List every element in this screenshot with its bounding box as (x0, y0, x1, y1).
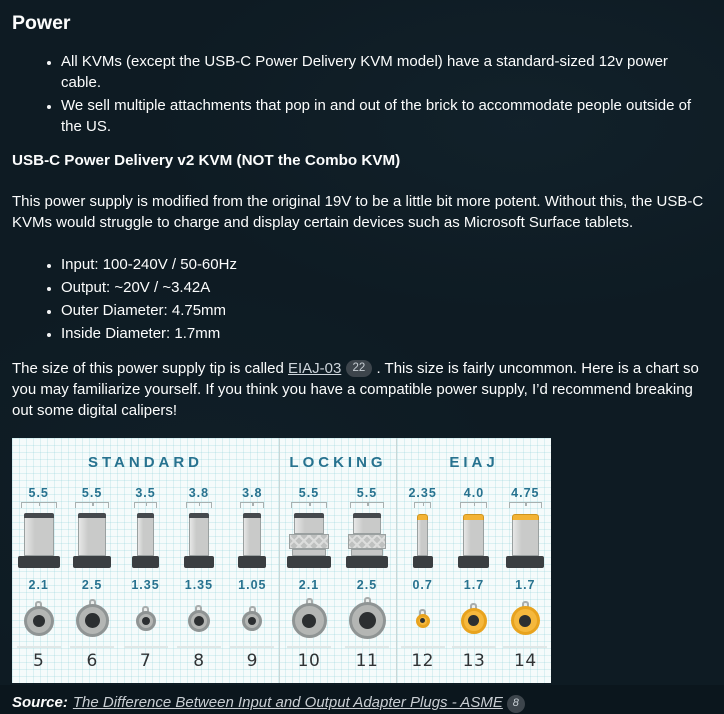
plug-hole (194, 616, 204, 626)
barrel-shaft (78, 518, 106, 556)
measure-bracket (291, 502, 327, 508)
plug-end-view (292, 595, 327, 641)
barrel-shaft (353, 518, 381, 534)
inner-diameter-label: 2.5 (81, 578, 103, 592)
plug-barrel (238, 510, 266, 568)
measure-bracket (460, 502, 487, 508)
spec-item: • Inside Diameter: 1.7mm (61, 323, 710, 344)
plug-hole (468, 615, 479, 626)
plug-column (448, 485, 499, 672)
plug-column (226, 485, 279, 672)
column-divider (345, 646, 389, 648)
barrel-collar (287, 556, 331, 568)
barrel-collar (132, 556, 159, 568)
chart-section-locking (280, 438, 397, 683)
plug-column (12, 485, 65, 672)
bullet-item: • All KVMs (except the USB-C Power Delivery KVM model) have a standard-sized 12v power cable. (61, 51, 710, 93)
plug-barrel (413, 510, 433, 568)
measure-bracket (350, 502, 384, 508)
plug-column (65, 485, 118, 672)
chart-section-standard (12, 438, 280, 683)
plug-end-view (461, 595, 487, 641)
outer-diameter-label: 4.75 (511, 486, 540, 500)
barrel-collar (506, 556, 544, 568)
barrel-collar (184, 556, 214, 568)
eiaj-03-link[interactable]: EIAJ-03 (287, 360, 342, 377)
column-divider (70, 646, 114, 648)
outer-diameter-label: 5.5 (298, 486, 320, 500)
inner-diameter-label: 1.7 (463, 578, 485, 592)
spec-item: • Outer Diameter: 4.75mm (61, 300, 710, 321)
column-divider (177, 646, 221, 648)
outer-diameter-label: 5.5 (28, 486, 49, 500)
plug-ring (136, 611, 156, 631)
outer-diameter-label: 3.8 (188, 486, 210, 500)
plug-ring (242, 611, 262, 631)
plug-ring (292, 603, 327, 638)
plug-barrel (287, 510, 331, 568)
plug-end-view (188, 595, 210, 641)
intro-bullet-list (12, 51, 710, 137)
barrel-ridge (351, 549, 383, 556)
plug-end-view (136, 595, 156, 641)
measure-bracket (186, 502, 212, 508)
plug-number: 7 (139, 651, 152, 671)
plug-ring (188, 610, 210, 632)
section-title-locking: LOCKING (289, 454, 387, 471)
tip-size-text-after: . This size is fairly uncommon. Here is a chart so you may familiarize yourself. If you think you have a compatible power supply, I’d recommend breaking out some digital calipers! (12, 360, 699, 419)
plug-number: 11 (355, 651, 379, 671)
column-divider (287, 646, 331, 648)
plug-hole (519, 615, 531, 627)
paragraph-power-supply: This power supply is modified from the original 19V to be a little bit more potent. Without this, the USB-C KVMs would struggle to charge and display certain devices such as Microsoft Surface tablets. (12, 193, 704, 231)
barrel-collar (238, 556, 266, 568)
section-title-standard: STANDARD (87, 454, 204, 471)
barrel-shaft (243, 518, 261, 556)
plug-barrel (18, 510, 60, 568)
barrel-shaft (24, 518, 54, 556)
plug-hole (302, 614, 316, 628)
plug-column (172, 485, 225, 672)
section-subheading: USB-C Power Delivery v2 KVM (NOT the Combo KVM) (12, 152, 401, 169)
source-link[interactable]: The Difference Between Input and Output Adapter Plugs - ASME (72, 694, 503, 711)
barrel-shaft (189, 518, 209, 556)
barrel-knurl (289, 534, 329, 549)
barrel-shaft (512, 520, 539, 556)
measure-bracket (509, 502, 542, 508)
plug-end-view (416, 595, 430, 641)
column-divider (230, 646, 274, 648)
page-title: Power (12, 12, 71, 34)
plug-hole (248, 617, 256, 625)
plug-barrel (506, 510, 544, 568)
measure-bracket (21, 502, 57, 508)
measure-bracket (240, 502, 264, 508)
plug-end-view (349, 595, 386, 641)
plug-column (280, 485, 338, 672)
spec-item: • Input: 100-240V / 50-60Hz (61, 254, 710, 275)
tip-size-text-before: The size of this power supply tip is called (12, 360, 288, 377)
column-divider (17, 646, 61, 648)
measure-bracket (134, 502, 157, 508)
column-divider (124, 646, 168, 648)
measure-bracket (414, 502, 431, 508)
measure-bracket (75, 502, 109, 508)
plug-number: 5 (33, 651, 45, 671)
inner-diameter-label: 0.7 (412, 578, 433, 592)
column-divider (503, 646, 547, 648)
plug-column (500, 485, 551, 672)
chart-section-eiaj (397, 438, 551, 683)
plug-number: 8 (193, 651, 205, 671)
plug-barrel (132, 510, 159, 568)
plug-end-view (511, 595, 540, 641)
inner-diameter-label: 2.5 (356, 578, 378, 592)
plug-row-eiaj (397, 485, 551, 672)
inner-diameter-label: 1.7 (515, 578, 536, 592)
plug-hole (420, 618, 425, 623)
plug-end-view (24, 595, 54, 641)
plug-hole (142, 617, 150, 625)
barrel-collar (73, 556, 111, 568)
outer-diameter-label: 5.5 (356, 486, 378, 500)
plug-column (397, 485, 448, 672)
paragraph-tip-size (12, 358, 710, 421)
plug-row-standard (12, 485, 279, 672)
footnote-badge[interactable]: 22 (346, 360, 373, 377)
outer-diameter-label: 2.35 (408, 486, 437, 500)
plug-column (119, 485, 172, 672)
plug-number: 6 (86, 651, 98, 671)
barrel-knurl (348, 534, 386, 549)
outer-diameter-label: 3.8 (242, 486, 263, 500)
inner-diameter-label: 1.35 (131, 578, 160, 592)
plug-ring (416, 614, 430, 628)
plug-row-locking (280, 485, 396, 672)
barrel-shaft (463, 520, 484, 556)
plug-ring (76, 604, 109, 637)
plug-hole (33, 615, 45, 627)
barrel-ridge (292, 549, 326, 556)
plug-ring (24, 606, 54, 636)
plug-number: 13 (462, 651, 486, 671)
barrel-collar (458, 556, 489, 568)
plug-ring (511, 606, 540, 635)
source-label: Source: (12, 694, 68, 711)
plug-number: 10 (297, 651, 321, 671)
outer-diameter-label: 4.0 (463, 486, 485, 500)
outer-diameter-label: 5.5 (81, 486, 103, 500)
plug-hole (359, 612, 376, 629)
spec-bullet-list (12, 254, 710, 344)
plug-end-view (76, 595, 109, 641)
inner-diameter-label: 2.1 (28, 578, 49, 592)
plug-column (338, 485, 396, 672)
outer-diameter-label: 3.5 (135, 486, 156, 500)
inner-diameter-label: 1.35 (184, 578, 214, 592)
plug-ring (349, 602, 386, 639)
plug-number: 12 (411, 651, 434, 671)
plug-size-chart (12, 438, 551, 683)
barrel-collar (413, 556, 433, 568)
spec-item: • Output: ~20V / ~3.42A (61, 277, 710, 298)
barrel-collar (18, 556, 60, 568)
plug-number: 9 (246, 651, 258, 671)
barrel-collar (346, 556, 388, 568)
bullet-item: • We sell multiple attachments that pop in and out of the brick to accommodate people outside of the US. (61, 95, 710, 137)
inner-diameter-label: 2.1 (298, 578, 320, 592)
source-footnote-badge[interactable]: 8 (507, 695, 525, 713)
plug-barrel (458, 510, 489, 568)
barrel-shaft (417, 520, 428, 556)
plug-number: 14 (514, 651, 537, 671)
plug-hole (85, 613, 100, 628)
barrel-shaft (137, 518, 154, 556)
plug-barrel (73, 510, 111, 568)
barrel-shaft (294, 518, 324, 534)
plug-barrel (184, 510, 214, 568)
plug-end-view (242, 595, 262, 641)
inner-diameter-label: 1.05 (238, 578, 267, 592)
plug-ring (461, 608, 487, 634)
column-divider (401, 646, 445, 648)
plug-barrel (346, 510, 388, 568)
source-line (12, 692, 710, 713)
column-divider (452, 646, 496, 648)
section-title-eiaj: EIAJ (449, 454, 499, 471)
